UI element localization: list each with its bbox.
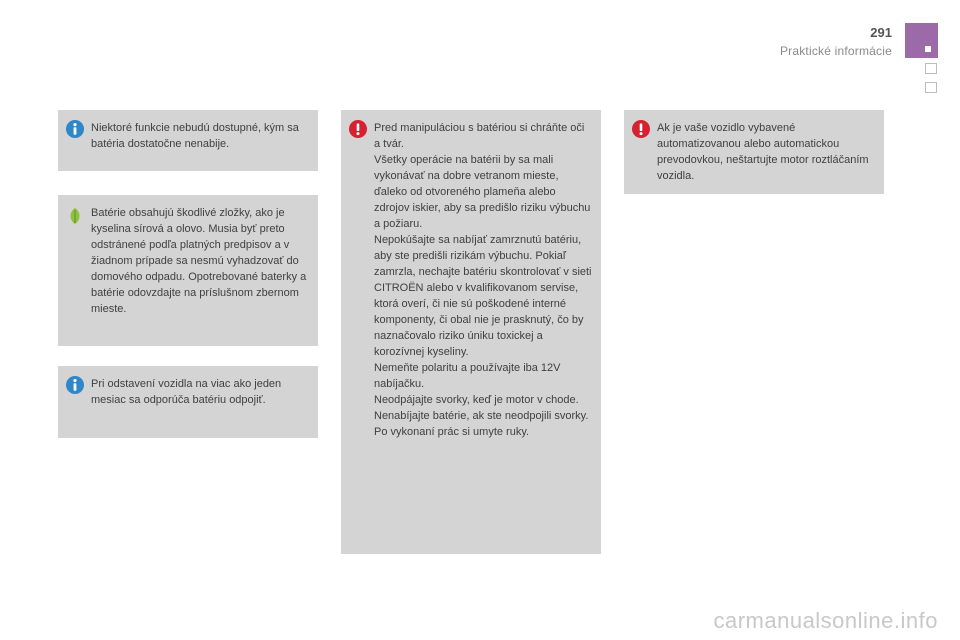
environment-box xyxy=(58,195,318,346)
tab-dot xyxy=(925,46,931,52)
info-icon xyxy=(66,120,84,138)
chapter-tab-active[interactable] xyxy=(905,23,938,58)
info-icon xyxy=(66,376,84,394)
info-text: Niektoré funkcie nebudú dostupné, kým sa batéria dostatočne nenabije. xyxy=(91,122,299,150)
warning-text: Pred manipuláciou s batériou si chráňte oči a tvár. Všetky operácie na batérii by sa mali vykonávať na dobre vetranom mieste, ďaleko od otvoreného plameňa alebo zdrojov iskier, aby sa predišlo riziku výbuchu a požiaru. Nepokúšajte sa nabíjať zamrznutú batériu, aby ste predišli rizikám výbuchu. Pokiaľ zamrzla, nechajte batériu skontrolovať v sieti CITROËN alebo v kvalifikovanom servise, ktorá overí, či nie sú poškodené interné komponenty, či obal nie je prasknutý, čo by naznačovalo riziko úniku toxickej a korozívnej kyseliny. Nemeňte polaritu a používajte iba 12V nabíjačku. Neodpájajte svorky, keď je motor v chode. Nenabíjajte batérie, ak ste neodpojili svorky. Po vykonaní prác si umyte ruky. xyxy=(374,122,592,438)
environment-text: Batérie obsahujú škodlivé zložky, ako je kyselina sírová a olovo. Musia byť preto odstránené podľa platných predpisov a v žiadnom prípade sa nesmú vyhadzovať do domového odpadu. Opotrebované baterky a batérie odovzdajte na príslušnom zbernom mieste. xyxy=(91,207,307,315)
info-text: Pri odstavení vozidla na viac ako jeden mesiac sa odporúča batériu odpojiť. xyxy=(91,378,282,406)
info-box xyxy=(58,110,318,171)
page-number: 291 xyxy=(870,25,892,40)
warning-box xyxy=(624,110,884,194)
chapter-tab[interactable] xyxy=(925,82,937,93)
watermark: carmanualsonline.info xyxy=(713,608,938,633)
warning-box xyxy=(341,110,601,554)
chapter-tab[interactable] xyxy=(925,63,937,74)
leaf-icon xyxy=(66,207,84,225)
info-box xyxy=(58,366,318,438)
warning-text: Ak je vaše vozidlo vybavené automatizovanou alebo automatickou prevodovkou, neštartujte motor roztláčaním vozidla. xyxy=(657,122,869,182)
warning-icon xyxy=(349,120,367,138)
warning-icon xyxy=(632,120,650,138)
section-title: Praktické informácie xyxy=(779,44,892,58)
